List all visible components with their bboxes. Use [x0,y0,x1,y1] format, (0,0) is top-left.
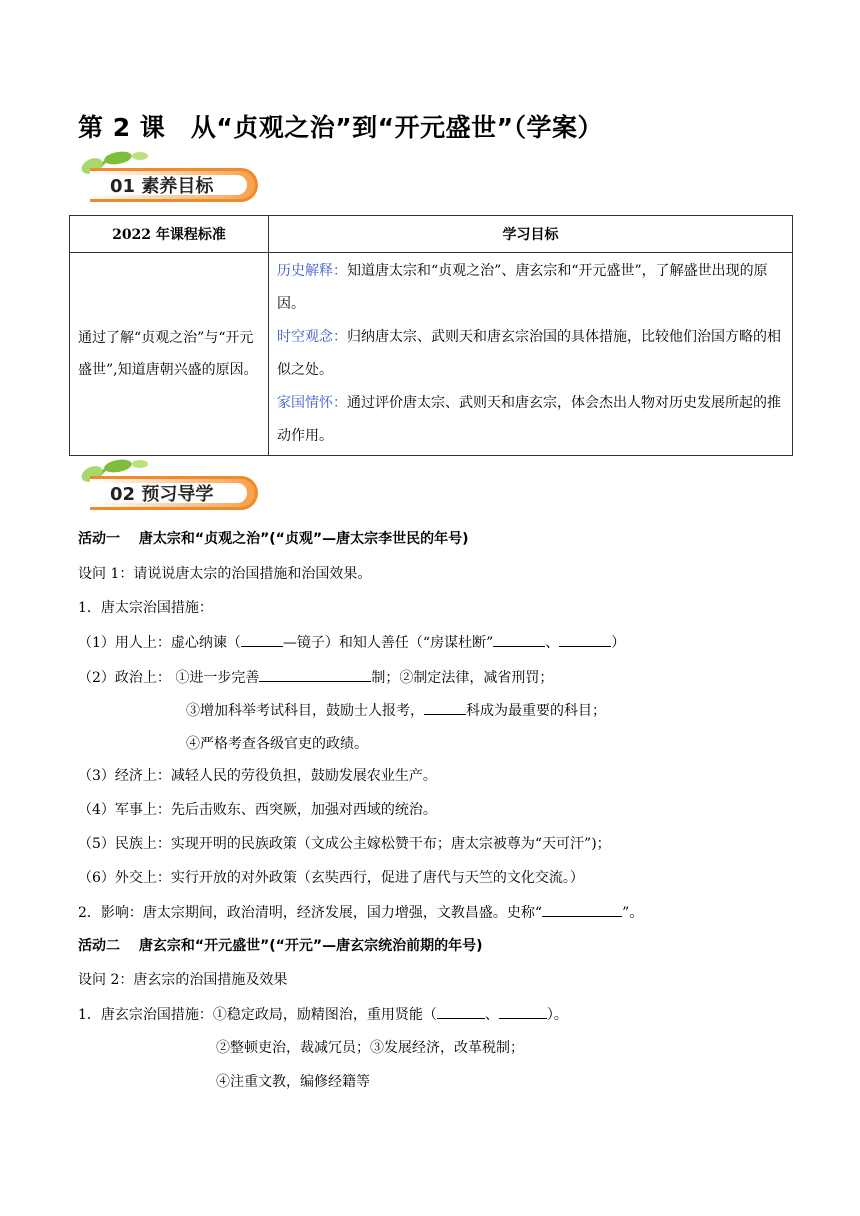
blank[interactable] [424,700,466,715]
blank[interactable] [259,667,371,682]
measure-personnel: （1）用人上：虚心纳谏（ —镜子）和知人善任（“房谋杜断” 、 ） [78,632,625,653]
blank[interactable] [493,632,545,647]
goal-spacetime: 时空观念：归纳唐太宗、武则天和唐玄宗治国的具体措施，比较他们治国方略的相似之处。 [277,329,781,378]
measure-foreign: （6）外交上：实行开放的对外政策（玄奘西行，促进了唐代与天竺的文化交流。） [78,870,584,886]
section-banner-preview [74,458,264,520]
goals-table [69,215,793,456]
measure-military: （4）军事上：先后击败东、西突厥，加强对西域的统治。 [78,802,437,818]
question-2: 设问 2：唐玄宗的治国措施及效果 [78,972,288,988]
influence: 2．影响：唐太宗期间，政治清明，经济发展，国力增强，文教昌盛。史称“ ”。 [78,902,643,923]
section-label: 02 预习导学 [110,484,214,505]
measure-officials: ④严格考查各级官吏的政绩。 [186,736,368,752]
page-title: 第 2 课 从“贞观之治”到“开元盛世”（学案） [78,113,604,142]
blank[interactable] [542,902,622,917]
measure-ethnic: （5）民族上：实现开明的民族政策（文成公主嫁松赞干布；唐太宗被尊为“天可汗”)； [78,836,611,852]
standard-text: 通过了解“贞观之治”与“开元盛世”,知道唐朝兴盛的原因。 [70,253,269,456]
section-banner-goals [74,150,264,212]
measure-exam: ③增加科举考试科目，鼓励士人报考， 科成为最重要的科目； [186,700,606,721]
question-1: 设问 1：请说说唐太宗的治国措施和治国效果。 [78,566,372,582]
activity2-heading: 活动二 唐玄宗和“开元盛世”(“开元”—唐玄宗统治前期的年号) [78,938,483,954]
blank[interactable] [499,1004,547,1019]
goals-cell [269,253,793,456]
blank[interactable] [437,1004,485,1019]
measure-politics: （2）政治上： ①进一步完善 制；②制定法律，减省刑罚； [78,667,553,688]
item-1: 1．唐太宗治国措施： [78,600,213,616]
blank[interactable] [559,632,611,647]
activity1-heading: 活动一 唐太宗和“贞观之治”(“贞观”—唐太宗李世民的年号) [78,531,469,547]
section-label: 01 素养目标 [110,176,214,197]
goal-patriotism: 家国情怀：通过评价唐太宗、武则天和唐玄宗，体会杰出人物对历史发展所起的推动作用。 [277,395,781,444]
table-header-standard: 2022 年课程标准 [70,216,269,253]
goal-history: 历史解释：知道唐太宗和“贞观之治”、唐玄宗和“开元盛世”，了解盛世出现的原因。 [277,263,768,312]
xuanzong-measures: 1．唐玄宗治国措施：①稳定政局，励精图治，重用贤能（ 、 ）。 [78,1004,568,1025]
measure-admin: ②整顿吏治，裁减冗员；③发展经济，改革税制； [216,1040,524,1056]
measure-economy: （3）经济上：减轻人民的劳役负担，鼓励发展农业生产。 [78,768,437,784]
table-header-goals: 学习目标 [269,216,793,253]
blank[interactable] [241,632,283,647]
measure-culture: ④注重文教，编修经籍等 [216,1074,370,1090]
